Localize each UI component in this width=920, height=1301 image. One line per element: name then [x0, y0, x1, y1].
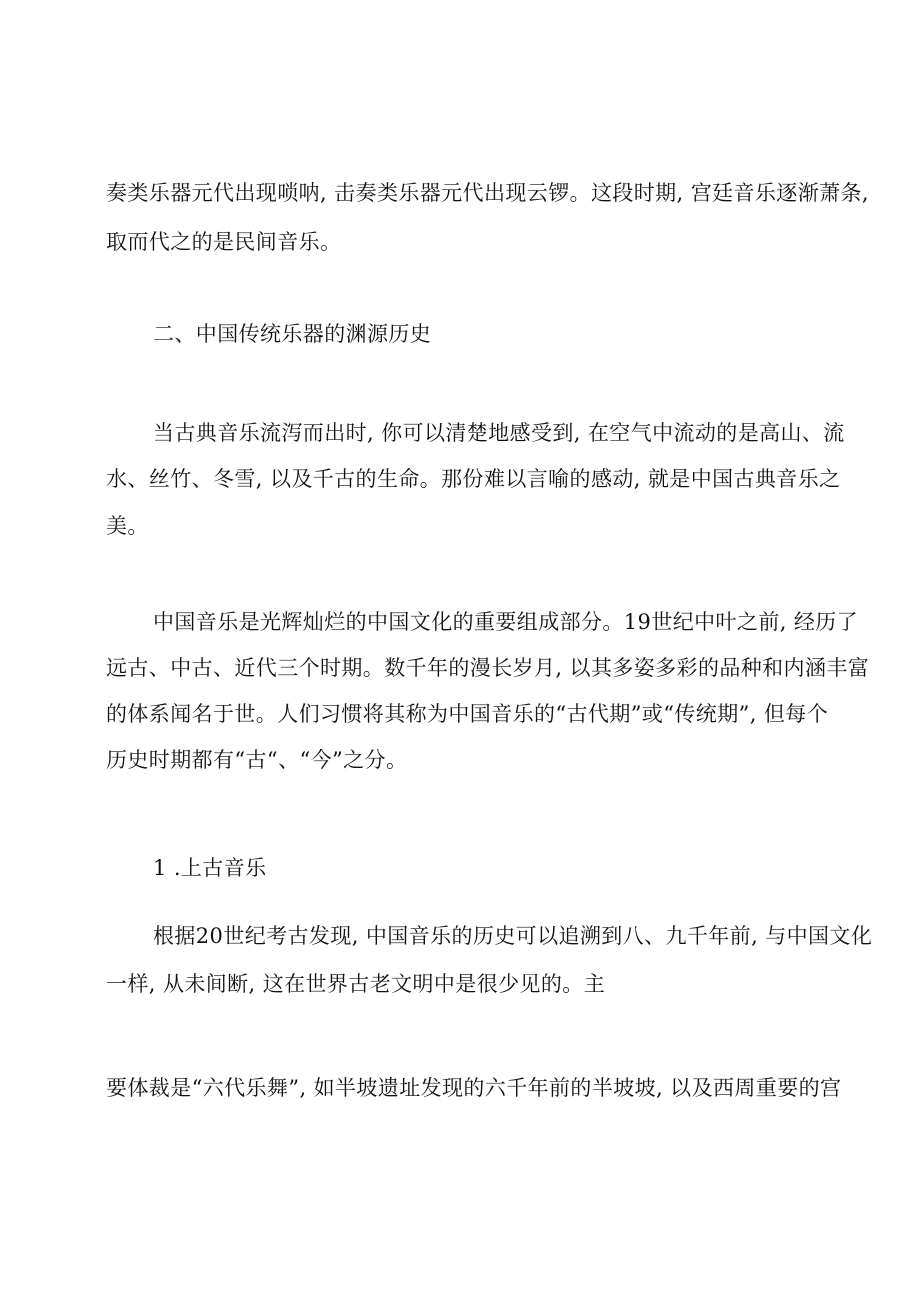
text-line: 中国音乐是光辉灿烂的中国文化的重要组成部分。19世纪中叶之前, 经历了	[153, 610, 859, 634]
text-line: 取而代之的是民间音乐。	[106, 230, 342, 254]
text-line: 要体裁是“六代乐舞”, 如半坡遗址发现的六千年前的半坡坡, 以及西周重要的宫	[106, 1076, 842, 1100]
text-line: 奏类乐器元代出现唢呐, 击奏类乐器元代出现云锣。这段时期, 宫廷音乐逐渐萧条,	[106, 181, 869, 205]
text-line: 当古典音乐流泻而出时, 你可以清楚地感受到, 在空气中流动的是高山、流	[153, 421, 845, 445]
text-line: 根据20世纪考古发现, 中国音乐的历史可以追溯到八、九千年前, 与中国文化	[153, 924, 873, 948]
section-heading: 二、中国传统乐器的渊源历史	[153, 322, 432, 346]
text-line: 远古、中古、近代三个时期。数千年的漫长岁月, 以其多姿多彩的品种和内涵丰富	[106, 656, 870, 680]
subsection-heading: 1 .上古音乐	[153, 856, 267, 880]
text-line: 水、丝竹、冬雪, 以及千古的生命。那份难以言喻的感动, 就是中国古典音乐之	[106, 467, 841, 491]
text-line: 历史时期都有“古“、“今”之分。	[106, 748, 408, 772]
text-line: 一样, 从未间断, 这在世界古老文明中是很少见的。主	[106, 972, 606, 996]
text-line: 的体系闻名于世。人们习惯将其称为中国音乐的“古代期”或“传统期”, 但每个	[106, 702, 829, 726]
text-line: 美。	[106, 514, 149, 538]
